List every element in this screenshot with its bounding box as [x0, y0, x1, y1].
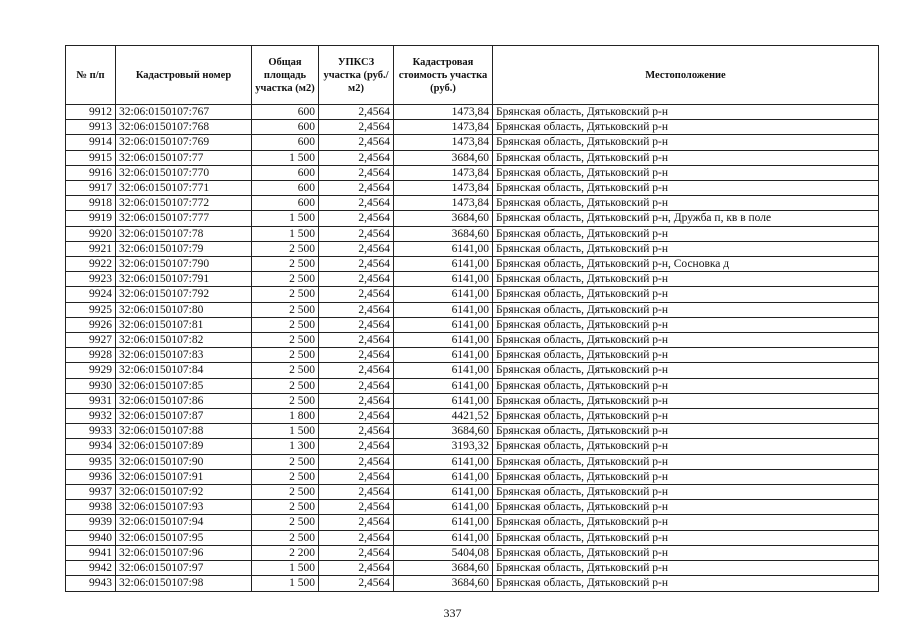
upksz-cell: 2,4564: [319, 485, 394, 500]
row-number-cell: 9918: [66, 196, 116, 211]
upksz-cell: 2,4564: [319, 105, 394, 120]
area-cell: 600: [252, 120, 319, 135]
upksz-cell: 2,4564: [319, 545, 394, 560]
cadastral-value-cell: 1473,84: [394, 165, 493, 180]
page-number: 337: [443, 606, 462, 620]
table-row: [66, 363, 879, 378]
row-number-cell: 9936: [66, 469, 116, 484]
area-cell: 1 500: [252, 424, 319, 439]
upksz-cell: 2,4564: [319, 515, 394, 530]
cadastral-number-cell: 32:06:0150107:767: [116, 105, 252, 120]
upksz-cell: 2,4564: [319, 500, 394, 515]
table-row: [66, 500, 879, 515]
cadastral-number-cell: 32:06:0150107:770: [116, 165, 252, 180]
row-number-cell: 9928: [66, 348, 116, 363]
upksz-cell: 2,4564: [319, 165, 394, 180]
row-number-cell: 9912: [66, 105, 116, 120]
cadastral-value-cell: 6141,00: [394, 333, 493, 348]
area-cell: 1 300: [252, 439, 319, 454]
cadastral-value-cell: 3684,60: [394, 424, 493, 439]
cadastral-number-cell: 32:06:0150107:772: [116, 196, 252, 211]
row-number-cell: 9927: [66, 333, 116, 348]
location-cell: Брянская область, Дятьковский р-н: [493, 485, 879, 500]
location-cell: Брянская область, Дятьковский р-н: [493, 469, 879, 484]
area-cell: 2 500: [252, 378, 319, 393]
upksz-cell: 2,4564: [319, 363, 394, 378]
row-number-cell: 9933: [66, 424, 116, 439]
cadastral-value-cell: 6141,00: [394, 317, 493, 332]
cadastral-value-cell: 6141,00: [394, 515, 493, 530]
table-row: [66, 348, 879, 363]
area-cell: 600: [252, 181, 319, 196]
area-cell: 2 500: [252, 333, 319, 348]
location-cell: Брянская область, Дятьковский р-н: [493, 424, 879, 439]
table-row: [66, 302, 879, 317]
row-number-cell: 9925: [66, 302, 116, 317]
cadastral-value-cell: 6141,00: [394, 241, 493, 256]
cadastral-value-cell: 6141,00: [394, 272, 493, 287]
area-cell: 2 500: [252, 515, 319, 530]
area-cell: 2 500: [252, 469, 319, 484]
cadastral-value-cell: 3684,60: [394, 561, 493, 576]
table-row: [66, 424, 879, 439]
cadastral-value-cell: 6141,00: [394, 485, 493, 500]
area-cell: 1 500: [252, 211, 319, 226]
table-row: [66, 165, 879, 180]
area-cell: 2 500: [252, 500, 319, 515]
table-row: [66, 241, 879, 256]
area-cell: 600: [252, 105, 319, 120]
cadastral-number-cell: 32:06:0150107:89: [116, 439, 252, 454]
upksz-cell: 2,4564: [319, 196, 394, 211]
upksz-cell: 2,4564: [319, 378, 394, 393]
location-cell: Брянская область, Дятьковский р-н: [493, 409, 879, 424]
cadastral-number-cell: 32:06:0150107:790: [116, 257, 252, 272]
area-cell: 1 500: [252, 576, 319, 591]
table-row: [66, 211, 879, 226]
cadastral-value-cell: 1473,84: [394, 120, 493, 135]
row-number-cell: 9942: [66, 561, 116, 576]
upksz-cell: 2,4564: [319, 272, 394, 287]
upksz-cell: 2,4564: [319, 333, 394, 348]
row-number-cell: 9930: [66, 378, 116, 393]
table-row: [66, 120, 879, 135]
cadastral-value-cell: 6141,00: [394, 469, 493, 484]
location-cell: Брянская область, Дятьковский р-н: [493, 439, 879, 454]
table-row: [66, 469, 879, 484]
location-cell: Брянская область, Дятьковский р-н: [493, 500, 879, 515]
cadastral-value-cell: 1473,84: [394, 135, 493, 150]
cadastral-value-cell: 5404,08: [394, 545, 493, 560]
area-cell: 600: [252, 135, 319, 150]
cadastral-value-cell: 6141,00: [394, 302, 493, 317]
cadastral-number-cell: 32:06:0150107:80: [116, 302, 252, 317]
table-header-row: [66, 46, 879, 105]
area-cell: 2 500: [252, 348, 319, 363]
upksz-cell: 2,4564: [319, 181, 394, 196]
cadastral-number-cell: 32:06:0150107:85: [116, 378, 252, 393]
cadastral-value-cell: 3684,60: [394, 226, 493, 241]
location-cell: Брянская область, Дятьковский р-н: [493, 515, 879, 530]
cadastral-value-cell: 6141,00: [394, 530, 493, 545]
row-number-cell: 9926: [66, 317, 116, 332]
row-number-cell: 9914: [66, 135, 116, 150]
area-cell: 600: [252, 196, 319, 211]
cadastral-number-cell: 32:06:0150107:79: [116, 241, 252, 256]
table-row: [66, 530, 879, 545]
upksz-cell: 2,4564: [319, 302, 394, 317]
upksz-cell: 2,4564: [319, 561, 394, 576]
area-cell: 1 500: [252, 150, 319, 165]
cadastral-number-cell: 32:06:0150107:90: [116, 454, 252, 469]
cadastral-number-cell: 32:06:0150107:768: [116, 120, 252, 135]
cadastral-number-cell: 32:06:0150107:94: [116, 515, 252, 530]
cadastral-value-cell: 6141,00: [394, 500, 493, 515]
cadastral-value-cell: 1473,84: [394, 105, 493, 120]
cadastral-value-cell: 6141,00: [394, 257, 493, 272]
cadastral-number-cell: 32:06:0150107:81: [116, 317, 252, 332]
cadastral-value-cell: 3684,60: [394, 150, 493, 165]
location-cell: Брянская область, Дятьковский р-н: [493, 454, 879, 469]
location-cell: Брянская область, Дятьковский р-н: [493, 272, 879, 287]
area-cell: 2 500: [252, 363, 319, 378]
cadastral-number-cell: 32:06:0150107:97: [116, 561, 252, 576]
table-row: [66, 181, 879, 196]
table-row: [66, 545, 879, 560]
cadastral-number-cell: 32:06:0150107:84: [116, 363, 252, 378]
cadastral-number-cell: 32:06:0150107:792: [116, 287, 252, 302]
col-header-location: Местоположение: [493, 46, 879, 105]
upksz-cell: 2,4564: [319, 439, 394, 454]
table-row: [66, 226, 879, 241]
cadastral-number-cell: 32:06:0150107:791: [116, 272, 252, 287]
area-cell: 1 800: [252, 409, 319, 424]
row-number-cell: 9929: [66, 363, 116, 378]
location-cell: Брянская область, Дятьковский р-н, Сосновка д: [493, 257, 879, 272]
upksz-cell: 2,4564: [319, 135, 394, 150]
row-number-cell: 9921: [66, 241, 116, 256]
row-number-cell: 9937: [66, 485, 116, 500]
table-row: [66, 454, 879, 469]
row-number-cell: 9932: [66, 409, 116, 424]
row-number-cell: 9941: [66, 545, 116, 560]
col-header-upksz: УПКСЗ участка (руб./м2): [319, 46, 394, 105]
cadastral-number-cell: 32:06:0150107:77: [116, 150, 252, 165]
cadastral-number-cell: 32:06:0150107:83: [116, 348, 252, 363]
area-cell: 2 500: [252, 530, 319, 545]
cadastral-value-cell: 6141,00: [394, 363, 493, 378]
col-header-number: № п/п: [66, 46, 116, 105]
cadastral-table: [65, 45, 879, 592]
cadastral-value-cell: 6141,00: [394, 378, 493, 393]
cadastral-value-cell: 6141,00: [394, 348, 493, 363]
table-row: [66, 150, 879, 165]
location-cell: Брянская область, Дятьковский р-н: [493, 181, 879, 196]
table-row: [66, 196, 879, 211]
table-row: [66, 317, 879, 332]
col-header-cadastral-number: Кадастровый номер: [116, 46, 252, 105]
upksz-cell: 2,4564: [319, 150, 394, 165]
table-row: [66, 576, 879, 591]
cadastral-number-cell: 32:06:0150107:777: [116, 211, 252, 226]
table-row: [66, 485, 879, 500]
area-cell: 2 500: [252, 302, 319, 317]
col-header-cadastral-value: Кадастровая стоимость участка (руб.): [394, 46, 493, 105]
location-cell: Брянская область, Дятьковский р-н: [493, 363, 879, 378]
location-cell: Брянская область, Дятьковский р-н: [493, 393, 879, 408]
location-cell: Брянская область, Дятьковский р-н, Дружба п, кв в поле: [493, 211, 879, 226]
row-number-cell: 9922: [66, 257, 116, 272]
table-row: [66, 378, 879, 393]
cadastral-value-cell: 3193,32: [394, 439, 493, 454]
row-number-cell: 9919: [66, 211, 116, 226]
table-row: [66, 561, 879, 576]
location-cell: Брянская область, Дятьковский р-н: [493, 378, 879, 393]
upksz-cell: 2,4564: [319, 317, 394, 332]
upksz-cell: 2,4564: [319, 576, 394, 591]
cadastral-value-cell: 6141,00: [394, 454, 493, 469]
area-cell: 2 500: [252, 454, 319, 469]
location-cell: Брянская область, Дятьковский р-н: [493, 530, 879, 545]
location-cell: Брянская область, Дятьковский р-н: [493, 196, 879, 211]
location-cell: Брянская область, Дятьковский р-н: [493, 333, 879, 348]
table-row: [66, 257, 879, 272]
cadastral-value-cell: 3684,60: [394, 211, 493, 226]
location-cell: Брянская область, Дятьковский р-н: [493, 150, 879, 165]
location-cell: Брянская область, Дятьковский р-н: [493, 348, 879, 363]
upksz-cell: 2,4564: [319, 120, 394, 135]
location-cell: Брянская область, Дятьковский р-н: [493, 226, 879, 241]
location-cell: Брянская область, Дятьковский р-н: [493, 165, 879, 180]
cadastral-value-cell: 1473,84: [394, 181, 493, 196]
col-header-area: Общая площадь участка (м2): [252, 46, 319, 105]
location-cell: Брянская область, Дятьковский р-н: [493, 317, 879, 332]
area-cell: 2 500: [252, 257, 319, 272]
row-number-cell: 9940: [66, 530, 116, 545]
cadastral-value-cell: 3684,60: [394, 576, 493, 591]
cadastral-number-cell: 32:06:0150107:88: [116, 424, 252, 439]
table-row: [66, 272, 879, 287]
upksz-cell: 2,4564: [319, 454, 394, 469]
upksz-cell: 2,4564: [319, 211, 394, 226]
cadastral-value-cell: 1473,84: [394, 196, 493, 211]
area-cell: 600: [252, 165, 319, 180]
row-number-cell: 9923: [66, 272, 116, 287]
row-number-cell: 9920: [66, 226, 116, 241]
location-cell: Брянская область, Дятьковский р-н: [493, 120, 879, 135]
cadastral-value-cell: 6141,00: [394, 287, 493, 302]
cadastral-number-cell: 32:06:0150107:82: [116, 333, 252, 348]
location-cell: Брянская область, Дятьковский р-н: [493, 241, 879, 256]
row-number-cell: 9938: [66, 500, 116, 515]
upksz-cell: 2,4564: [319, 530, 394, 545]
row-number-cell: 9939: [66, 515, 116, 530]
upksz-cell: 2,4564: [319, 226, 394, 241]
area-cell: 2 500: [252, 317, 319, 332]
area-cell: 2 200: [252, 545, 319, 560]
cadastral-number-cell: 32:06:0150107:91: [116, 469, 252, 484]
row-number-cell: 9917: [66, 181, 116, 196]
area-cell: 2 500: [252, 485, 319, 500]
row-number-cell: 9943: [66, 576, 116, 591]
upksz-cell: 2,4564: [319, 393, 394, 408]
table-row: [66, 287, 879, 302]
table-body: [66, 105, 879, 592]
location-cell: Брянская область, Дятьковский р-н: [493, 105, 879, 120]
area-cell: 2 500: [252, 287, 319, 302]
upksz-cell: 2,4564: [319, 469, 394, 484]
row-number-cell: 9916: [66, 165, 116, 180]
location-cell: Брянская область, Дятьковский р-н: [493, 545, 879, 560]
row-number-cell: 9924: [66, 287, 116, 302]
row-number-cell: 9931: [66, 393, 116, 408]
table-row: [66, 393, 879, 408]
cadastral-value-cell: 4421,52: [394, 409, 493, 424]
area-cell: 2 500: [252, 393, 319, 408]
cadastral-number-cell: 32:06:0150107:93: [116, 500, 252, 515]
upksz-cell: 2,4564: [319, 424, 394, 439]
row-number-cell: 9915: [66, 150, 116, 165]
location-cell: Брянская область, Дятьковский р-н: [493, 287, 879, 302]
area-cell: 2 500: [252, 272, 319, 287]
table-row: [66, 439, 879, 454]
cadastral-number-cell: 32:06:0150107:92: [116, 485, 252, 500]
cadastral-number-cell: 32:06:0150107:95: [116, 530, 252, 545]
table-row: [66, 135, 879, 150]
upksz-cell: 2,4564: [319, 409, 394, 424]
cadastral-number-cell: 32:06:0150107:78: [116, 226, 252, 241]
area-cell: 1 500: [252, 226, 319, 241]
cadastral-number-cell: 32:06:0150107:87: [116, 409, 252, 424]
location-cell: Брянская область, Дятьковский р-н: [493, 576, 879, 591]
row-number-cell: 9913: [66, 120, 116, 135]
cadastral-number-cell: 32:06:0150107:769: [116, 135, 252, 150]
upksz-cell: 2,4564: [319, 287, 394, 302]
row-number-cell: 9935: [66, 454, 116, 469]
upksz-cell: 2,4564: [319, 348, 394, 363]
cadastral-number-cell: 32:06:0150107:771: [116, 181, 252, 196]
upksz-cell: 2,4564: [319, 257, 394, 272]
table-row: [66, 515, 879, 530]
area-cell: 1 500: [252, 561, 319, 576]
cadastral-number-cell: 32:06:0150107:96: [116, 545, 252, 560]
table-row: [66, 409, 879, 424]
table-row: [66, 105, 879, 120]
cadastral-value-cell: 6141,00: [394, 393, 493, 408]
upksz-cell: 2,4564: [319, 241, 394, 256]
cadastral-number-cell: 32:06:0150107:86: [116, 393, 252, 408]
area-cell: 2 500: [252, 241, 319, 256]
cadastral-number-cell: 32:06:0150107:98: [116, 576, 252, 591]
location-cell: Брянская область, Дятьковский р-н: [493, 561, 879, 576]
table-row: [66, 333, 879, 348]
row-number-cell: 9934: [66, 439, 116, 454]
location-cell: Брянская область, Дятьковский р-н: [493, 302, 879, 317]
location-cell: Брянская область, Дятьковский р-н: [493, 135, 879, 150]
